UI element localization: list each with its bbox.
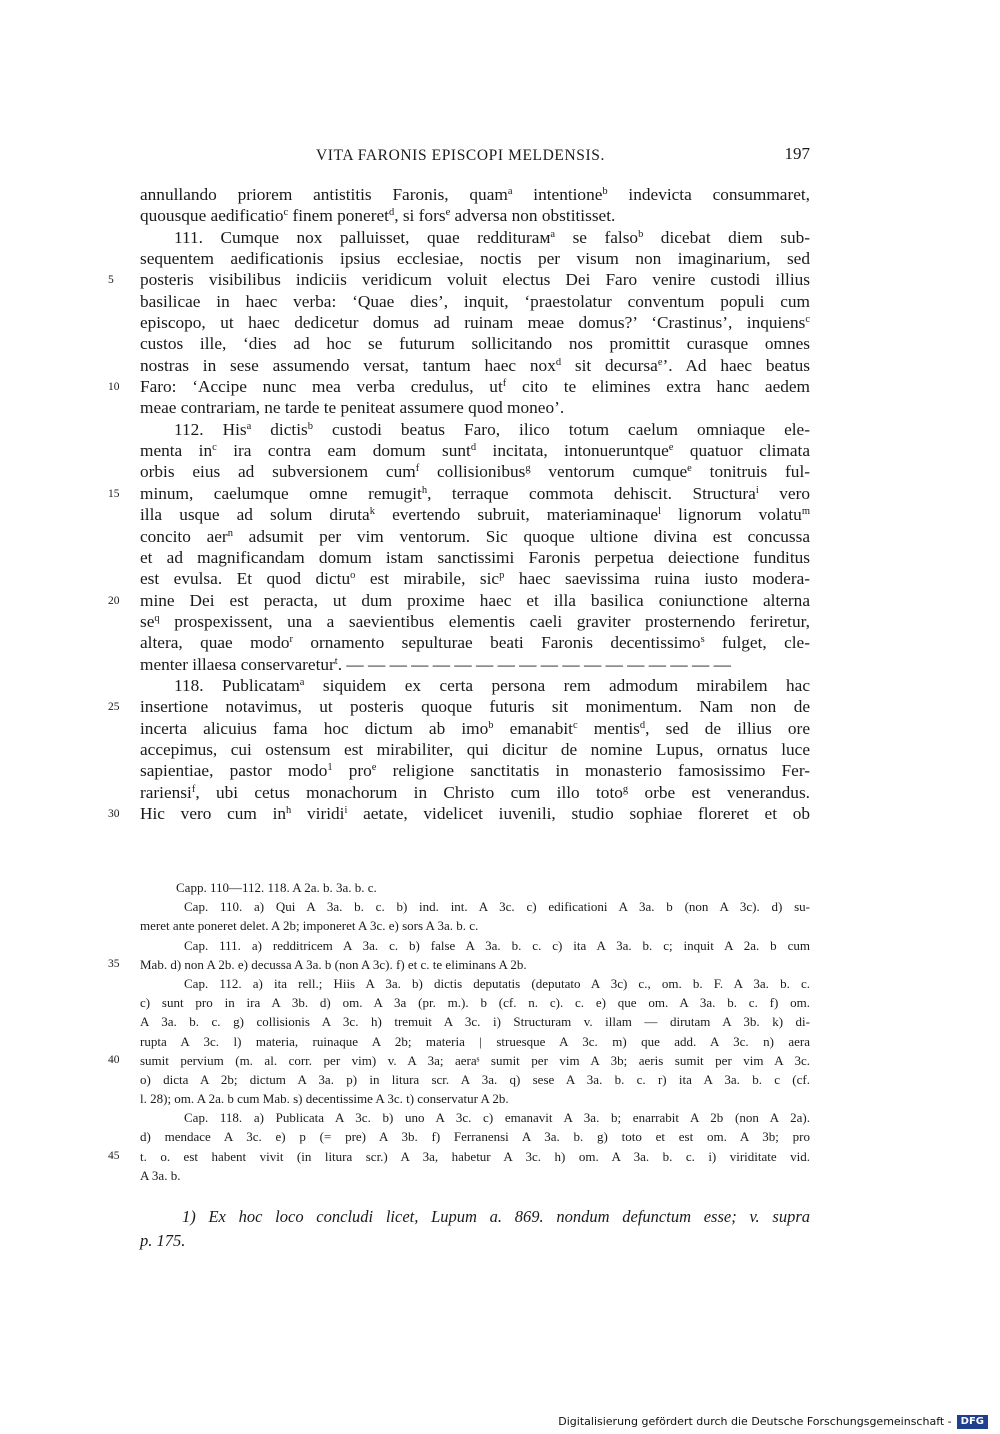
text-line: 25 insertione notavimus, ut posteris quoque futuris sit monimentum. Nam non de: [140, 696, 810, 717]
text-line: sequentem aedificationis ipsius ecclesiae, noctis per visum non imaginarium, sed: [140, 249, 810, 269]
text-line: 10 Faro: ‘Accipe nunc mea verba credulus, $ut^f$ cito te elimines extra hanc aedem: [140, 376, 810, 397]
text-line: meae contrariam, ne tarde te peniteat assumere quod moneo’.: [140, 398, 565, 418]
apparatus-line: meret ante poneret delet. A 2b; imponeret A 3c. e) sors A 3a. b. c.: [140, 918, 479, 934]
page-header: [140, 144, 810, 171]
text-line: rariensi$^f$, ubi cetus monachorum in Christo cum illo toto$^g$ orbe est venerandus.: [140, 782, 810, 802]
apparatus-line: Cap. 110. a) Qui A 3a. b. c. b) ind. int. A 3c. c) edificationi A 3a. b (non A 3c). d) su-: [184, 899, 810, 915]
text-line: 20 mine Dei est peracta, ut dum proxime haec et illa basilica coniunctione alterna: [140, 590, 810, 611]
apparatus-line: d) mendace A 3c. e) p (= pre) A 3b. f) Ferranensi A 3a. b. g) toto et est om. A 3b; pro: [140, 1129, 810, 1145]
line-number: 5: [108, 274, 114, 287]
apparatus-line: Cap. 118. a) Publicata A 3c. b) uno A 3c. c) emanavit A 3a. b; enarrabit A 2b (non A 2a).: [184, 1110, 810, 1126]
apparatus-line: o) dicta A 2b; dictum A 3a. p) in litura scr. A 3a. q) sese A 3a. b. c. r) ita A 3a. b. c (cf.: [140, 1071, 810, 1087]
apparatus-line: Cap. 111. a) redditricem A 3a. c. b) false A 3a. b. c. c) ita A 3a. b. c; inquit A 2a. b cum: [184, 937, 810, 953]
line-number: 25: [108, 701, 120, 714]
text-line: menta $in^c$ ira contra eam domum sunt$^d$ incitata, intonueruntque$^e$ quatuor climata: [140, 441, 810, 461]
line-number: 15: [108, 487, 120, 500]
running-title: VITA FARONIS EPISCOPI MELDENSIS.: [316, 147, 605, 164]
credit-text: Digitalisierung gefördert durch die Deutsche Forschungsgemeinschaft -: [558, 1415, 952, 1428]
text-line: altera, quae modo$^r$ ornamento sepulturae beati Faronis decentissimo$^s$ fulget, cle-: [140, 633, 810, 653]
text-line: 30 Hic vero cum $in^h$ viridi$^i$ aetate, videlicet iuvenili, studio sophiae floreret et ob: [140, 803, 810, 824]
text-line: accepimus, cui ostensum est mirabiliter, qui dicitur de nomine Lupus, ornatus luce: [140, 739, 810, 759]
apparatus-line: l. 28); om. A 2a. b cum Mab. s) decentissime A 3c. t) conservatur A 2b.: [140, 1091, 509, 1107]
text-line: episcopo, ut haec dedicetur domus ad ruinam meae domus?’ ‘Crastinus’, inquiens$^c$: [140, 313, 810, 333]
text-line: menter illaesa conservaretur$^t$. — — — — — — — — — — — — — — — — — —: [140, 654, 731, 674]
footnote-line: 1) Ex hoc loco concludi licet, Lupum a. 869. nondum defunctum esse; v. supra: [182, 1207, 810, 1226]
text-line: illa usque ad solum diruta$^k$ evertendo subruit, materiaminaque$^l$ lignorum volatu$^m$: [140, 505, 810, 525]
apparatus-line: 40 sumit pervium (m. al. corr. per vim) v. A 3a; aeraˢ sumit per vim A 3b; aeris sumit per vim A 3c.: [140, 1051, 810, 1070]
text-line: 15 minum, caelumque omne remugit$^h$, terraque commota dehiscit. Structura$^i$ vero: [140, 483, 810, 504]
apparatus-line: c) sunt pro in ira A 3b. d) om. A 3a (pr. m.). b (cf. n. c). c. e) que om. A 3a. b. c. f) om.: [140, 995, 810, 1011]
apparatus-line: Cap. 112. a) ita rell.; Hiis A 3a. b) dictis deputatis (deputato A 3c) c., om. b. F. A 3a. b. c.: [184, 975, 810, 991]
text-line: custos ille, ‘dies ad hoc se futurum sollicitando nos promittit curasque omnes: [140, 334, 810, 354]
text-line: annullando priorem antistitis Faronis, quam$^a$ intentione$^b$ indevicta consummaret,: [140, 185, 810, 204]
page-number: 197: [784, 144, 810, 163]
line-number: 40: [108, 1053, 120, 1066]
text-line: est evulsa. Et quod dictu$^o$ est mirabile, sic$^p$ haec saevissima ruina iusto modera-: [140, 569, 811, 589]
apparatus-line: 45 t. o. est habent vivit (in litura scr.) A 3a, habetur A 3c. h) om. A 3a. b. c. i) viriditate vid.: [140, 1147, 810, 1166]
apparatus-line: 35 Mab. d) non A 2b. e) decussa A 3a. b (non A 3c). f) et c. te eliminans A 2b.: [140, 955, 810, 974]
line-number: 45: [108, 1149, 120, 1162]
critical-apparatus: [108, 878, 810, 1185]
text-line: basilicae in haec verba: ‘Quae dies’, inquit, ‘praestolatur conventum populi cum: [140, 291, 810, 311]
text-line: incerta alicuius fama hoc dictum ab imo$^b$ emanabit$^c$ mentis$^d$, sed de illius ore: [140, 718, 810, 738]
apparatus-line: A 3a. b. c. g) collisionis A 3c. h) tremuit A 3c. i) Structuram v. illam — dirutam A 3b. k) di-: [140, 1014, 810, 1030]
text-line: orbis eius ad subversionem cum$^f$ collisionibus$^g$ ventorum cumque$^e$ tonitruis ful-: [140, 462, 811, 482]
line-number: 20: [108, 594, 120, 607]
footnote: [140, 1205, 810, 1253]
text-line: sapientiae, pastor modo$^1$ pro$^e$ religione sanctitatis in monasterio famosissimo Fer-: [140, 761, 811, 781]
text-line: et ad magnificandam domum istam sanctissimi Faronis perpetua deiectione funditus: [140, 547, 810, 567]
text-line: 112. His$^a$ dictis$^b$ custodi beatus Faro, ilico totum caelum omniaque ele-: [174, 419, 810, 439]
line-number: 35: [108, 957, 120, 970]
digitization-credit: [558, 1414, 988, 1430]
line-number: 10: [108, 381, 120, 394]
text-line: $se^q$ prospexissent, una a saevientibus elementis caeli graviter prosternendo feriretur,: [140, 611, 810, 631]
text-line: nostras in sese assumendo versat, tantum haec nox$^d$ sit decursa$^e$’. Ad haec beatus: [140, 355, 810, 375]
text-line: 111. Cumque nox palluisset, quae redditurам$^a$ se falso$^b$ dicebat diem sub-: [174, 227, 810, 247]
footnote-line: p. 175.: [140, 1231, 186, 1250]
main-text: [108, 184, 811, 824]
apparatus-line: A 3a. b.: [140, 1167, 181, 1183]
text-line: 118. Publicatam$^a$ siquidem ex certa persona rem admodum mirabilem hac: [174, 675, 810, 695]
text-line: 5 posteris visibilibus indiciis veridicum voluit electus Dei Faro venire custodi illius: [140, 269, 810, 290]
line-number: 30: [108, 807, 120, 820]
text-line: concito aer$^n$ adsumit per vim ventorum. Sic quoque ultione divina est concussa: [140, 526, 811, 546]
text-line: quousque aedificatio$^c$ finem poneret$^d$, si fors$^e$ adversa non obstitisset.: [140, 206, 616, 226]
apparatus-line: rupta A 3c. l) materia, ruinaque A 2b; materia | struesque A 3c. m) que add. A 3c. n) aera: [140, 1033, 810, 1049]
apparatus-sigla: Capp. 110—112. 118. A 2a. b. 3a. b. c.: [176, 880, 377, 895]
dfg-logo: DFG: [957, 1415, 988, 1429]
